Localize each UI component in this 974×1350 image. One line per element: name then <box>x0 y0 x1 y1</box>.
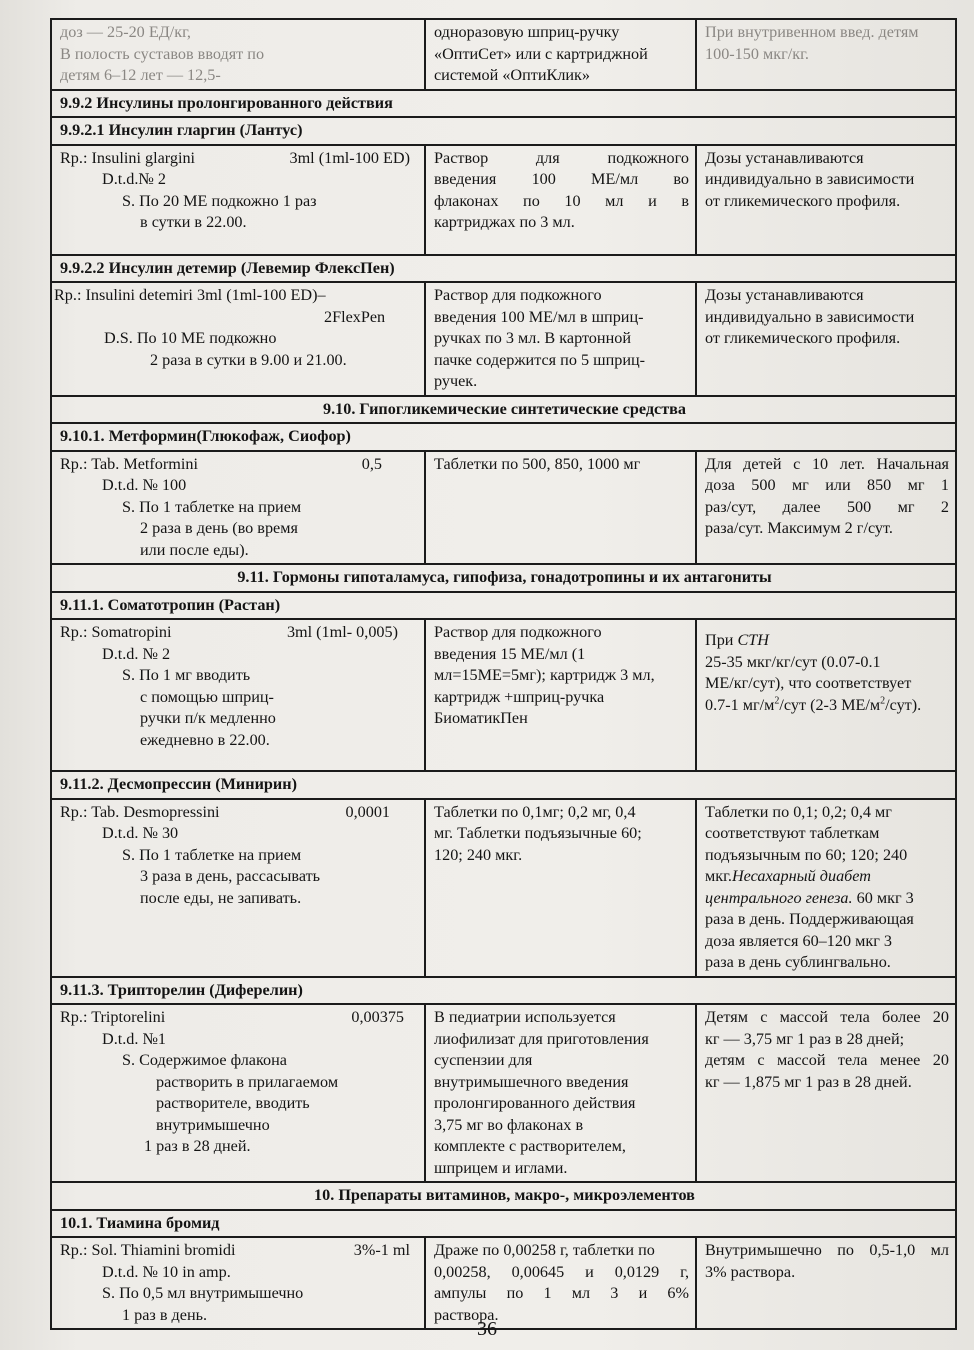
section-heading: 10. Препараты витаминов, макро-, микроэлементов <box>51 1182 956 1210</box>
text-line: детям с массой тела менее 20 <box>705 1051 949 1069</box>
text-line: Драже по 0,00258 г, таблетки по <box>434 1241 655 1259</box>
cell-form <box>425 1004 696 1182</box>
cell-note <box>696 1237 956 1329</box>
cell-rx <box>51 451 425 565</box>
page-number: 36 <box>477 1318 497 1340</box>
text-line: суспензии для <box>434 1051 533 1069</box>
rx-dose: 3ml (1ml-100 ED) <box>289 148 410 167</box>
rx-name: Rp.: Tab. Desmopressini <box>60 802 220 821</box>
prescription-table <box>50 18 957 1330</box>
cell-rx <box>51 19 425 90</box>
text-line: S. По 0,5 мл внутримышечно <box>102 1284 304 1302</box>
text-line: пролонгированного действия <box>434 1094 636 1112</box>
cell-form <box>425 619 696 771</box>
section-heading: 9.11. Гормоны гипоталамуса, гипофиза, гонадотропины и их антагониты <box>51 564 956 592</box>
text-line: МЕ/кг/сут), что соответствует <box>705 674 912 692</box>
text-line: детям 6–12 лет — 12,5- <box>60 66 221 84</box>
text-part: 0.7-1 мг/м <box>705 695 775 714</box>
rx-dose: 0,5 <box>361 454 382 473</box>
text-line: D.t.d. № 30 <box>102 824 179 842</box>
drug-heading: 9.11.3. Трипторелин (Диферелин) <box>51 977 956 1005</box>
table-row <box>51 1004 956 1182</box>
text-line: D.S. По 10 МЕ подкожно <box>104 329 277 347</box>
rx-line <box>60 622 418 644</box>
cell-note <box>696 799 956 977</box>
text-line: 1 раз в 28 дней. <box>144 1137 251 1155</box>
cell-rx <box>51 799 425 977</box>
text-line: Внутримышечно по 0,5-1,0 мл <box>705 1241 949 1259</box>
text-line: раза/сут. Максимум 2 г/сут. <box>705 519 893 537</box>
drug-heading: 9.11.2. Десмопрессин (Минирин) <box>51 771 956 799</box>
text-line: S. По 1 таблетке на прием <box>122 845 302 864</box>
text-line: после еды, не запивать. <box>140 888 302 907</box>
rx-dose: 3%-1 ml <box>353 1241 410 1259</box>
text-line: ежедневно в 22.00. <box>140 730 270 749</box>
text-part: 60 мкг 3 <box>852 888 914 907</box>
cell-note <box>696 1004 956 1182</box>
text-line: 3% раствора. <box>705 1262 796 1281</box>
text-line: одноразовую шприц-ручку <box>434 23 620 41</box>
table-row <box>51 282 956 396</box>
drug-heading: 10.1. Тиамина бромид <box>51 1210 956 1238</box>
text-line: Rp.: Insulini detemiri 3ml (1ml-100 ED)– <box>54 286 326 304</box>
drug-heading: 9.9.2.1 Инсулин гларгин (Лантус) <box>51 117 956 145</box>
table-row <box>51 145 956 255</box>
rx-name: Rp.: Insulini glargini <box>60 148 196 167</box>
rx-name: Rp.: Sol. Thiamini bromidi <box>60 1241 236 1259</box>
text-line: кг — 3,75 мг 1 раз в 28 дней; <box>705 1029 905 1048</box>
text-line: D.t.d. № 2 <box>102 644 171 663</box>
text-line: 2 раза в день (во время <box>140 519 298 537</box>
rx-line <box>60 802 418 824</box>
drug-heading: 9.9.2.2 Инсулин детемир (Левемир ФлексПен) <box>51 255 956 283</box>
text-line: с помощью шприц- <box>140 687 274 706</box>
note-italic: Несахарный диабет <box>731 867 871 885</box>
text-line: Дозы устанавливаются <box>705 286 864 304</box>
rx-name: Rp.: Somatropini <box>60 623 172 641</box>
superscript: 2 <box>774 695 780 707</box>
cell-rx <box>51 1004 425 1182</box>
text-line: Таблетки по 0,1мг; 0,2 мг, 0,4 <box>434 802 636 821</box>
text-line: шприцем и иглами. <box>434 1158 568 1177</box>
text-line <box>705 630 949 652</box>
text-line: введения 100 МЕ/мл в шприц- <box>434 307 644 326</box>
text-line: 1 раз в день. <box>122 1305 208 1324</box>
table-row <box>51 19 956 90</box>
text-line: S. По 1 мг вводить <box>122 666 251 684</box>
drug-heading: 9.11.1. Соматотропин (Растан) <box>51 592 956 620</box>
rx-dose: 0,00375 <box>351 1008 404 1026</box>
cell-form <box>425 145 696 255</box>
rx-line <box>60 148 418 170</box>
text-line <box>705 888 949 910</box>
text-line: Раствор для подкожного <box>434 148 689 167</box>
text-line: Таблетки по 500, 850, 1000 мг <box>434 454 641 473</box>
text-line: комплекте с растворителем, <box>434 1137 626 1155</box>
text-line: ручках по 3 мл. В картонной <box>434 329 631 347</box>
text-line: Раствор для подкожного <box>434 286 602 304</box>
text-line: Раствор для подкожного <box>434 623 602 641</box>
text-line: В полость суставов вводят по <box>60 44 265 63</box>
text-line: растворить в прилагаемом <box>156 1072 339 1091</box>
rx-dose: 0,0001 <box>345 802 390 821</box>
rx-dose: 3ml (1ml- 0,005) <box>286 623 398 641</box>
text-line: доз — 25-20 ЕД/кг, <box>60 23 191 41</box>
text-line: внутримышечно <box>156 1115 270 1134</box>
rx-line <box>60 1240 418 1262</box>
cell-form <box>425 799 696 977</box>
rx-line <box>60 454 418 476</box>
rx-name: Rp.: Tab. Metformini <box>60 454 198 473</box>
text-line: подъязычным по 60; 120; 240 <box>705 845 908 864</box>
note-italic: центрального генеза. <box>705 888 853 907</box>
text-line: от гликемического профиля. <box>705 191 901 210</box>
rx-line <box>60 1007 418 1029</box>
text-line: растворителе, вводить <box>156 1094 310 1112</box>
text-line: 120; 240 мкг. <box>434 845 523 864</box>
text-line: D.t.d. №1 <box>102 1029 167 1048</box>
text-part: мкг. <box>705 867 732 885</box>
table-row <box>51 1237 956 1329</box>
cell-note <box>696 451 956 565</box>
cell-rx <box>51 619 425 771</box>
text-line: БиоматикПен <box>434 709 528 727</box>
text-line: 3 раза в день, рассасывать <box>140 867 321 885</box>
text-line: раза в день. Поддерживающая <box>705 910 914 928</box>
text-line: раствора. <box>434 1305 499 1324</box>
text-line: S. По 1 таблетке на прием <box>122 497 302 516</box>
text-line: ампулы по 1 мл 3 и 6% <box>434 1284 689 1302</box>
text-line: соответствуют таблеткам <box>705 824 880 842</box>
text-line: картридж +шприц-ручка <box>434 687 605 706</box>
table-row <box>51 451 956 565</box>
text-line: введения 15 МЕ/мл (1 <box>434 644 586 663</box>
text-line: 25-35 мкг/кг/сут (0.07-0.1 <box>705 652 881 671</box>
text-line: мг. Таблетки подъязычные 60; <box>434 824 642 842</box>
cell-form <box>425 19 696 90</box>
text-line: доза является 60–120 мкг 3 <box>705 931 892 950</box>
text-line: кг — 1,875 мг 1 раз в 28 дней. <box>705 1072 912 1091</box>
text-line: D.t.d. № 10 in amp. <box>102 1262 231 1281</box>
text-line: от гликемического профиля. <box>705 329 901 347</box>
note-italic: СТН <box>737 631 769 649</box>
text-part: /сут (2-3 МЕ/м <box>779 695 881 714</box>
cell-rx <box>51 1237 425 1329</box>
text-line: индивидуально в зависимости <box>705 307 915 326</box>
text-line: ручки п/к медленно <box>140 709 276 727</box>
cell-note <box>696 282 956 396</box>
table-row <box>51 799 956 977</box>
text-line: в сутки в 22.00. <box>140 213 247 231</box>
text-line: индивидуально в зависимости <box>705 170 915 188</box>
cell-note <box>696 145 956 255</box>
cell-rx <box>51 145 425 255</box>
text-line <box>705 695 949 717</box>
rx-name: Rp.: Triptorelini <box>60 1008 166 1026</box>
text-line: Дозы устанавливаются <box>705 148 864 167</box>
cell-note <box>696 19 956 90</box>
text-line: 0,00258, 0,00645 и 0,0129 г, <box>434 1262 689 1281</box>
drug-heading: 9.10.1. Метформин(Глюкофаж, Сиофор) <box>51 423 956 451</box>
text-line: введения 100 МЕ/мл во <box>434 170 689 188</box>
text-line: 3,75 мг во флаконах в <box>434 1115 584 1134</box>
text-line: доза 500 мг или 850 мг 1 <box>705 476 949 494</box>
cell-form <box>425 451 696 565</box>
text-line: S. Содержимое флакона <box>122 1051 287 1069</box>
cell-form <box>425 282 696 396</box>
text-line: 100-150 мкг/кг. <box>705 44 809 63</box>
text-line: D.t.d.№ 2 <box>102 170 167 188</box>
text-line: D.t.d. № 100 <box>102 476 187 494</box>
text-line: S. По 20 МЕ подкожно 1 раз <box>122 191 317 210</box>
text-line: мл=15МЕ=5мг); картридж 3 мл, <box>434 666 655 684</box>
cell-form <box>425 1237 696 1329</box>
text-line: Для детей с 10 лет. Начальная <box>705 454 949 473</box>
text-line: пачке содержится по 5 шприц- <box>434 350 646 369</box>
superscript: 2 <box>880 695 886 707</box>
cell-rx <box>51 282 425 396</box>
note-prefix: При <box>705 631 738 649</box>
text-line: 2FlexPen <box>324 307 386 326</box>
text-line: «ОптиСет» или с картриджной <box>434 44 648 63</box>
text-line: 2 раза в сутки в 9.00 и 21.00. <box>150 350 347 369</box>
table-row <box>51 619 956 771</box>
text-line: Детям с массой тела более 20 <box>705 1008 949 1026</box>
text-line: При внутривенном введ. детям <box>705 23 919 41</box>
text-line: лиофилизат для приготовления <box>434 1029 649 1048</box>
text-line: раза в день сублингвально. <box>705 953 891 971</box>
text-line: флаконах по 10 мл и в <box>434 191 689 210</box>
text-line: или после еды). <box>140 540 249 559</box>
cell-note <box>696 619 956 771</box>
section-heading: 9.10. Гипогликемические синтетические средства <box>51 396 956 424</box>
section-heading: 9.9.2 Инсулины пролонгированного действия <box>51 90 956 118</box>
text-part: /сут). <box>885 695 922 714</box>
text-line: В педиатрии используется <box>434 1008 616 1026</box>
text-line: раз/сут, далее 500 мг 2 <box>705 497 949 516</box>
text-line: внутримышечного введения <box>434 1072 629 1091</box>
text-line: ручек. <box>434 372 478 390</box>
text-line: системой «ОптиКлик» <box>434 66 591 84</box>
text-line: картриджах по 3 мл. <box>434 213 575 231</box>
text-line <box>705 866 949 888</box>
text-line: Таблетки по 0,1; 0,2; 0,4 мг <box>705 802 892 821</box>
